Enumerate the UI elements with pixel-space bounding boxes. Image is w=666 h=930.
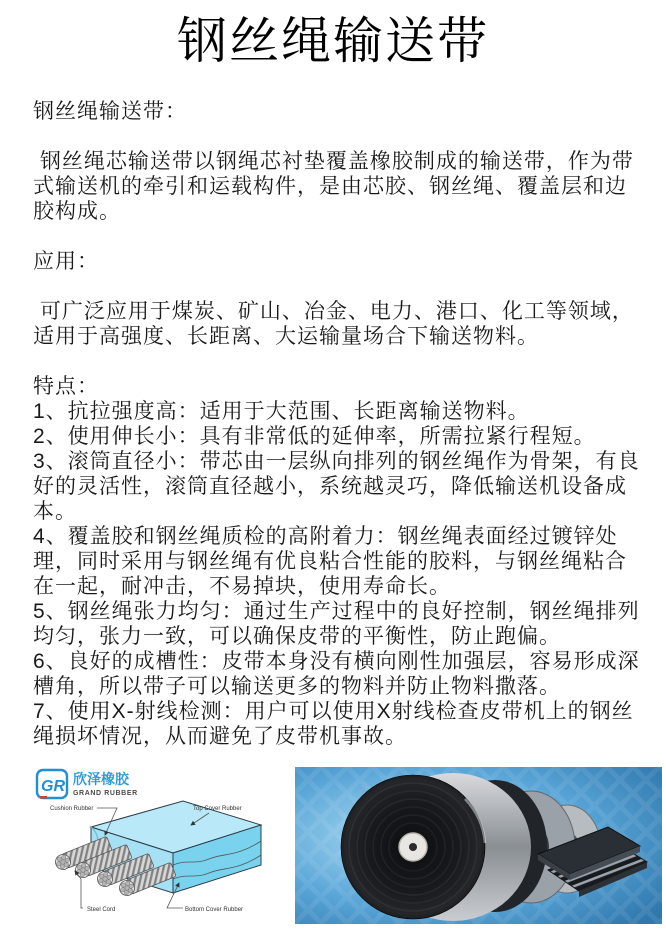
company-name-en: GRAND RUBBER bbox=[73, 789, 138, 797]
belt-illustration bbox=[53, 801, 261, 898]
conveyor-belt-photo bbox=[295, 767, 662, 924]
diagram-label-steel-cord: Steel Cord bbox=[87, 906, 116, 913]
features-label: 特点： bbox=[33, 374, 99, 398]
roll-hub-hole bbox=[409, 843, 417, 851]
gr-monogram-icon: GR bbox=[41, 777, 65, 795]
intro-label: 钢丝绳输送带： bbox=[33, 99, 187, 123]
belt-structure-diagram bbox=[33, 767, 265, 927]
logo-accent-icon bbox=[40, 796, 47, 799]
application-label: 应用： bbox=[33, 249, 99, 273]
application-paragraph: 可广泛应用于煤炭、矿山、冶金、电力、港口、化工等领域，适用于高强度、长距离、大运输量场合下输送物料。 bbox=[33, 299, 634, 348]
feature-item: 4、覆盖胶和钢丝绳质检的高附着力：钢丝绳表面经过镀锌处理，同时采用与钢丝绳有优良粘合性能的胶料，与钢丝绳粘合在一起，耐冲击，不易掉块，使用寿命长。 bbox=[33, 524, 627, 598]
belt-diagram-svg bbox=[33, 767, 265, 927]
feature-item: 2、使用伸长小：具有非常低的延伸率，所需拉紧行程短。 bbox=[33, 424, 596, 448]
diagram-label-bottom-cover-rubber: Bottom Cover Rubber bbox=[185, 906, 244, 913]
diagram-label-top-cover-rubber: Top Cover Rubber bbox=[193, 805, 242, 812]
feature-item: 3、滚筒直径小：带芯由一层纵向排列的钢丝绳作为骨架，有良好的灵活性，滚筒直径越小，系统越灵巧，降低输送机设备成本。 bbox=[33, 449, 640, 523]
feature-item: 5、钢丝绳张力均匀：通过生产过程中的良好控制，钢丝绳排列均匀，张力一致，可以确保皮带的平衡性，防止跑偏。 bbox=[33, 599, 640, 648]
conveyor-photo-svg bbox=[295, 767, 662, 924]
diagram-label-cushion-rubber: Cushion Rubber bbox=[50, 805, 94, 812]
feature-item: 6、良好的成槽性：皮带本身没有横向刚性加强层，容易形成深槽角，所以带子可以输送更多的物料并防止物料撒落。 bbox=[33, 649, 640, 698]
main-belt-roll bbox=[341, 773, 531, 921]
image-row bbox=[33, 767, 666, 927]
feature-item: 1、抗拉强度高：适用于大范围、长距离输送物料。 bbox=[33, 399, 530, 423]
document-body bbox=[33, 99, 641, 749]
company-logo bbox=[37, 770, 138, 799]
page-title: 钢丝绳输送带 bbox=[177, 13, 489, 69]
feature-item: 7、使用X-射线检测：用户可以使用X射线检查皮带机上的钢丝绳损坏情况，从而避免了皮带机事故。 bbox=[33, 699, 634, 748]
company-name-cn: 欣泽橡胶 bbox=[73, 770, 129, 787]
intro-paragraph: 钢丝绳芯输送带以钢绳芯衬垫覆盖橡胶制成的输送带，作为带式输送机的牵引和运载构件，是由芯胶、钢丝绳、覆盖层和边胶构成。 bbox=[33, 149, 634, 223]
